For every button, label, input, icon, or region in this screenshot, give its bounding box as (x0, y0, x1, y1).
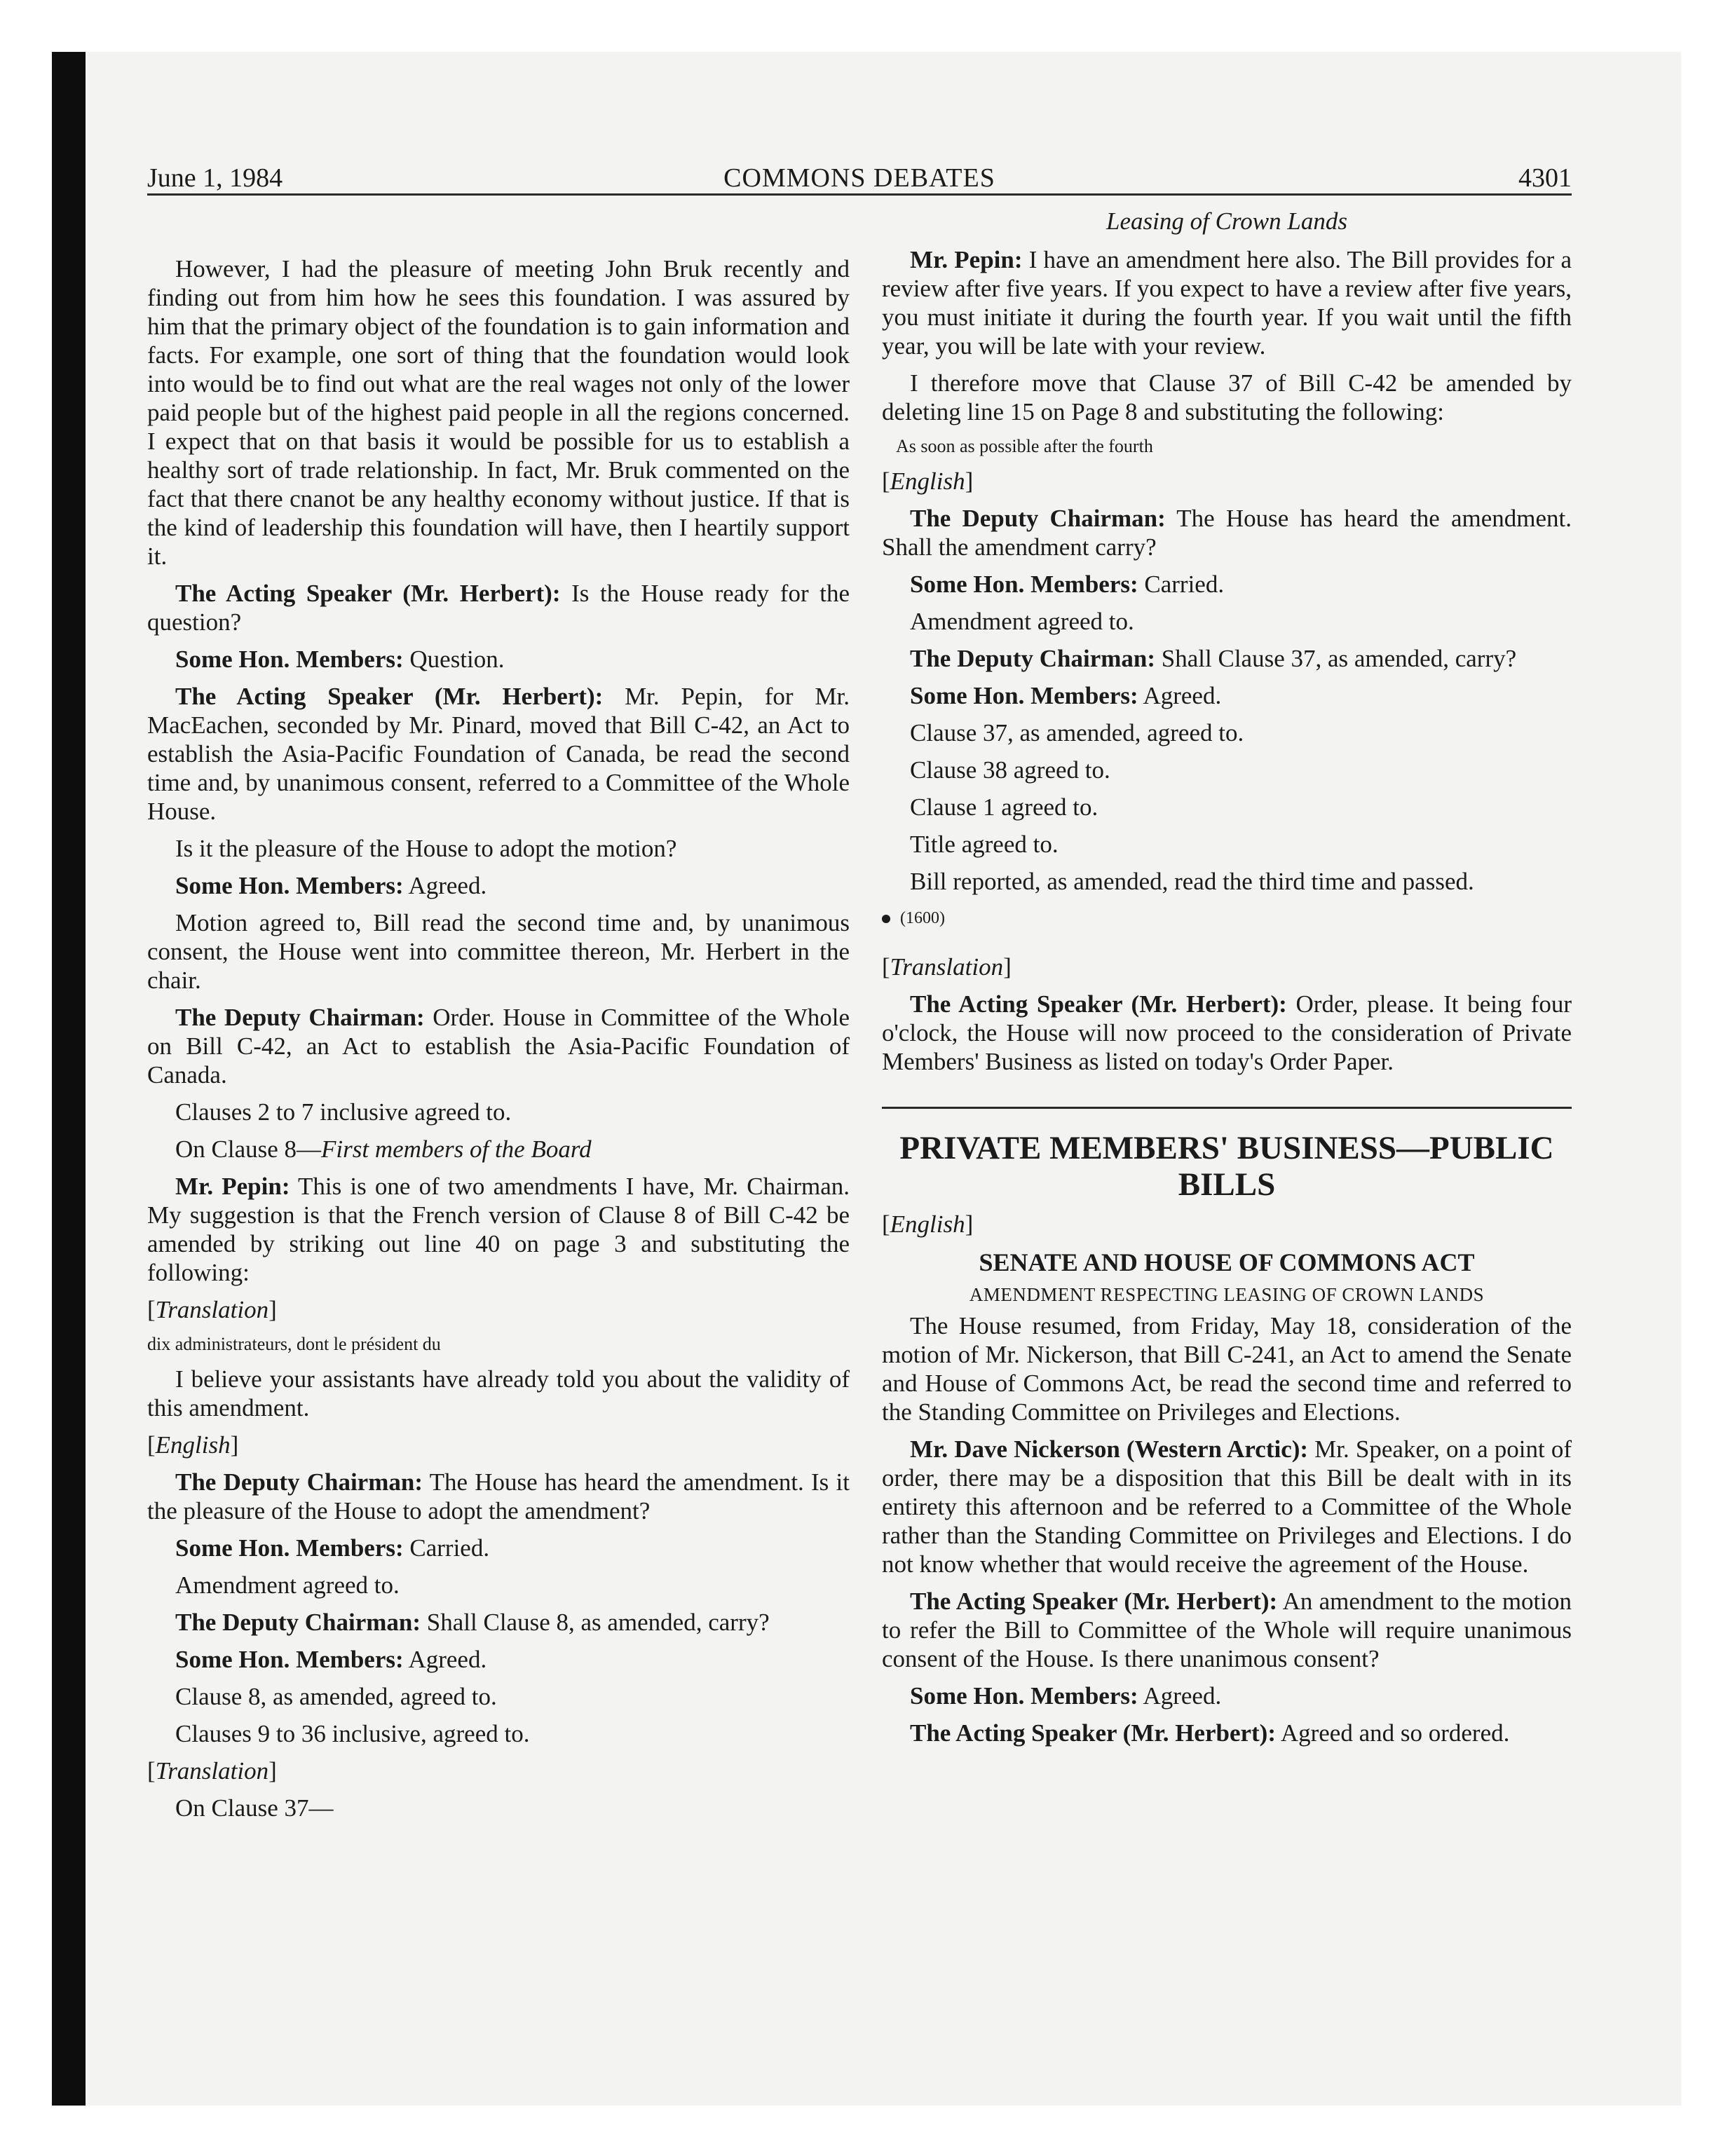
paragraph: I therefore move that Clause 37 of Bill C-42 be amended by deleting line 15 on Page 8 and substituting the following: (882, 369, 1572, 425)
section-heading: PRIVATE MEMBERS' BUSINESS—PUBLIC BILLS (899, 1130, 1554, 1203)
speech-paragraph (147, 682, 850, 826)
paragraph: Clause 8, as amended, agreed to. (175, 1683, 497, 1710)
paragraph: Clause 1 agreed to. (910, 793, 1098, 821)
page-header (147, 160, 1572, 196)
speaker-name: The Deputy Chairman: (175, 1609, 421, 1636)
time-marker (882, 904, 1572, 933)
header-title: COMMONS DEBATES (723, 163, 995, 193)
language-label: Translation (890, 953, 1004, 981)
speech-paragraph (147, 1003, 850, 1089)
speech-text: Agreed. (1138, 1682, 1222, 1710)
quoted-amendment-text: As soon as possible after the fourth (896, 436, 1153, 456)
speech-paragraph (882, 681, 1572, 710)
speaker-name: Some Hon. Members: (910, 682, 1138, 709)
speaker-name: The Acting Speaker (Mr. Herbert): (910, 1588, 1278, 1615)
speaker-name: The Deputy Chairman: (910, 645, 1156, 672)
speaker-name: The Acting Speaker (Mr. Herbert): (175, 580, 561, 607)
speech-paragraph (147, 1468, 850, 1525)
clause-label: On Clause 8— (175, 1135, 322, 1163)
paragraph: I believe your assistants have already told you about the validity of this amendment. (147, 1365, 850, 1421)
paragraph: Amendment agreed to. (175, 1571, 400, 1599)
paragraph: Title agreed to. (910, 831, 1059, 858)
speech-text: An amendment to the motion to refer the Bill to Committee of the Whole will require unanimous consent of the House. Is there unanimous consent? (882, 1588, 1572, 1672)
speech-text: Is the House ready for the question? (147, 580, 850, 636)
act-heading: SENATE AND HOUSE OF COMMONS ACT (979, 1248, 1475, 1276)
speech-text: Carried. (403, 1534, 490, 1562)
speech-text: Mr. Pepin, for Mr. MacEachen, seconded by Mr. Pinard, moved that Bill C-42, an Act to establish the Asia-Pacific Foundation of Canada, be read the second time and, by unanimous consent, referred to a Committee of the Whole House. (147, 683, 850, 825)
speech-paragraph (882, 570, 1572, 599)
paragraph: Is it the pleasure of the House to adopt the motion? (175, 835, 677, 862)
language-label: Translation (155, 1296, 269, 1323)
speech-paragraph (147, 1645, 850, 1674)
speech-text: The House has heard the amendment. Is it the pleasure of the House to adopt the amendment? (147, 1468, 850, 1524)
language-marker: [English] (882, 1210, 974, 1238)
speech-text: Agreed. (403, 872, 487, 899)
speaker-name: Some Hon. Members: (175, 646, 404, 673)
language-label: Translation (155, 1757, 269, 1785)
paragraph: On Clause 37— (175, 1794, 334, 1822)
paragraph: Clause 37, as amended, agreed to. (910, 719, 1244, 746)
speech-paragraph (882, 1435, 1572, 1578)
paragraph: Clauses 9 to 36 inclusive, agreed to. (175, 1720, 530, 1747)
speech-text: I have an amendment here also. The Bill provides for a review after five years. If you expect to have a review after five years, you must initiate it during the fourth year. If you wait until the fifth year, you will be late with your review. (882, 246, 1572, 360)
language-marker: [Translation] (882, 953, 1012, 981)
speaker-name: The Acting Speaker (Mr. Herbert): (175, 683, 604, 710)
speaker-name: Mr. Dave Nickerson (Western Arctic): (910, 1435, 1309, 1463)
quoted-amendment-text: dix administrateurs, dont le président du (147, 1334, 441, 1354)
left-column (147, 207, 850, 1831)
section-rule (882, 1107, 1572, 1109)
speech-text: Order. House in Committee of the Whole on Bill C-42, an Act to establish the Asia-Pacific Foundation of Canada. (147, 1004, 850, 1089)
language-label: English (890, 468, 965, 495)
clause-title: First members of the Board (321, 1135, 592, 1163)
speech-text: Mr. Speaker, on a point of order, there may be a disposition that this Bill be dealt with in its entirety this afternoon and be referred to a Committee of the Whole rather than the Standing Committee on Privileges and Elections. I do not know whether that would receive the agreement of the House. (882, 1435, 1572, 1578)
speaker-name: The Acting Speaker (Mr. Herbert): (910, 1719, 1276, 1747)
language-label: English (890, 1210, 965, 1238)
speech-paragraph (147, 1172, 850, 1287)
speech-text: Order, please. It being four o'clock, the House will now proceed to the consideration of Private Members' Business as listed on today's Order Paper. (882, 990, 1572, 1075)
clause-heading (147, 1135, 850, 1164)
paragraph: Bill reported, as amended, read the third time and passed. (910, 868, 1474, 895)
scan-edge-shadow (52, 52, 86, 2106)
speech-paragraph (882, 1587, 1572, 1673)
speech-text: Shall Clause 37, as amended, carry? (1155, 645, 1517, 672)
language-marker: [Translation] (147, 1757, 277, 1785)
speech-text: Carried. (1138, 571, 1225, 598)
speaker-name: Some Hon. Members: (175, 872, 404, 899)
speaker-name: Some Hon. Members: (910, 1682, 1138, 1710)
bullet-icon (882, 915, 890, 923)
time-label: (1600) (900, 909, 945, 927)
speaker-name: The Deputy Chairman: (175, 1468, 423, 1496)
speech-paragraph (882, 990, 1572, 1076)
paragraph: However, I had the pleasure of meeting John Bruk recently and finding out from him how he sees this foundation. I was assured by him that the primary object of the foundation is to gain information and facts. For example, one sort of thing that the foundation would look into would be to find out what are the real wages not only of the lower paid people but of the highest paid people in all the regions concerned. I expect that on that basis it would be possible for us to establish a healthy sort of trade relationship. In fact, Mr. Bruk commented on the fact that there cnanot be any healthy economy without justice. If that is the kind of leadership this foundation will have, then I heartily support it. (147, 255, 850, 570)
speech-paragraph (882, 1681, 1572, 1710)
language-label: English (155, 1431, 231, 1459)
speaker-name: Some Hon. Members: (175, 1534, 404, 1562)
speech-text: Question. (403, 646, 505, 673)
speech-text: Agreed and so ordered. (1276, 1719, 1510, 1747)
speech-paragraph (147, 871, 850, 900)
paragraph: Clauses 2 to 7 inclusive agreed to. (175, 1098, 512, 1126)
speaker-name: Mr. Pepin: (175, 1173, 290, 1200)
speech-paragraph (147, 645, 850, 674)
speech-paragraph (147, 579, 850, 636)
amendment-subheading: AMENDMENT RESPECTING LEASING OF CROWN LANDS (969, 1284, 1485, 1305)
speech-text: The House has heard the amendment. Shall the amendment carry? (882, 505, 1572, 561)
speech-paragraph (147, 1534, 850, 1562)
header-date: June 1, 1984 (147, 163, 283, 193)
speech-paragraph (882, 245, 1572, 360)
speaker-name: Some Hon. Members: (910, 571, 1138, 598)
speaker-name: Mr. Pepin: (910, 246, 1023, 273)
speaker-name: The Acting Speaker (Mr. Herbert): (910, 990, 1287, 1018)
right-column (882, 207, 1572, 1756)
speech-paragraph (147, 1608, 850, 1637)
speech-paragraph (882, 504, 1572, 561)
speaker-name: The Deputy Chairman: (175, 1004, 425, 1031)
speaker-name: Some Hon. Members: (175, 1646, 404, 1673)
paragraph: Amendment agreed to. (910, 608, 1134, 635)
speech-text: Agreed. (1138, 682, 1222, 709)
language-marker: [Translation] (147, 1296, 277, 1323)
speech-text: This is one of two amendments I have, Mr. Chairman. My suggestion is that the French version of Clause 8 of Bill C-42 be amended by striking out line 40 on page 3 and substituting the following: (147, 1173, 850, 1286)
language-marker: [English] (882, 468, 974, 495)
header-rule (147, 193, 1572, 196)
speech-paragraph (882, 1719, 1572, 1747)
clause-subheading: Leasing of Crown Lands (1106, 207, 1347, 235)
paragraph: The House resumed, from Friday, May 18, consideration of the motion of Mr. Nickerson, that Bill C-241, an Act to amend the Senate and House of Commons Act, be read the second time and referred to the Standing Committee on Privileges and Elections. (882, 1312, 1572, 1426)
speaker-name: The Deputy Chairman: (910, 505, 1166, 532)
paragraph: Motion agreed to, Bill read the second time and, by unanimous consent, the House went into committee thereon, Mr. Herbert in the chair. (147, 909, 850, 994)
speech-text: Agreed. (403, 1646, 487, 1673)
speech-text: Shall Clause 8, as amended, carry? (421, 1609, 770, 1636)
paragraph: Clause 38 agreed to. (910, 756, 1110, 784)
header-page-number: 4301 (1518, 163, 1572, 193)
language-marker: [English] (147, 1431, 239, 1459)
speech-paragraph (882, 644, 1572, 673)
